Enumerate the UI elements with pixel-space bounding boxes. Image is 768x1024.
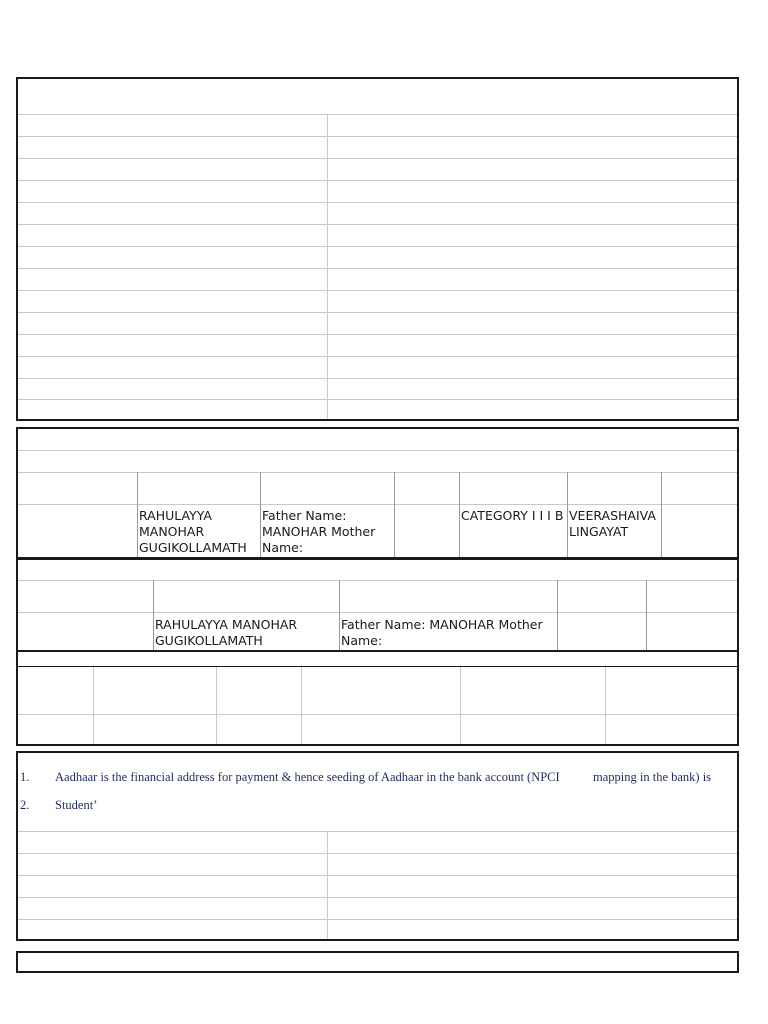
note-1-number: 1. [20, 770, 30, 784]
section-student-table-1 [16, 427, 739, 559]
row-divider [18, 612, 737, 613]
row-divider [18, 853, 737, 854]
note-2-number: 2. [20, 798, 30, 812]
parent-names-cell: Father Name: MANOHAR Mother Name: [341, 617, 543, 648]
row-divider [18, 580, 737, 581]
row-divider [18, 268, 737, 269]
row-divider [18, 666, 737, 667]
note-2-text: Student’ [55, 798, 98, 812]
row-divider [18, 831, 737, 832]
column-divider [661, 472, 662, 557]
row-divider [18, 714, 737, 715]
note-1-tail: mapping in the bank) is [593, 770, 712, 784]
row-divider [18, 202, 737, 203]
column-divider [301, 667, 302, 744]
column-divider [459, 472, 460, 557]
row-divider [18, 158, 737, 159]
caste-cell: VEERASHAIVA LINGAYAT [569, 508, 656, 539]
section-notes [16, 751, 739, 941]
row-divider [18, 136, 737, 137]
row-divider [18, 246, 737, 247]
section-footer-bar [16, 951, 739, 973]
section-grid-table [16, 650, 739, 746]
row-divider [18, 356, 737, 357]
column-divider [137, 472, 138, 557]
column-divider [260, 472, 261, 557]
column-divider [460, 667, 461, 744]
column-divider [153, 580, 154, 650]
column-divider [557, 580, 558, 650]
column-divider [327, 831, 328, 939]
row-divider [18, 114, 737, 115]
column-divider [394, 472, 395, 557]
row-divider [18, 472, 737, 473]
column-divider [605, 667, 606, 744]
student-name-cell: RAHULAYYA MANOHAR GUGIKOLLAMATH [139, 508, 247, 555]
column-divider [339, 580, 340, 650]
column-divider [93, 667, 94, 744]
row-divider [18, 897, 737, 898]
row-divider [18, 334, 737, 335]
row-divider [18, 504, 737, 505]
column-divider [646, 580, 647, 650]
section-top-form [16, 77, 739, 421]
row-divider [18, 399, 737, 400]
row-divider [18, 378, 737, 379]
row-divider [18, 180, 737, 181]
column-divider [327, 114, 328, 419]
category-cell: CATEGORY I I I B [461, 508, 564, 523]
student-name-cell: RAHULAYYA MANOHAR GUGIKOLLAMATH [155, 617, 298, 648]
section-student-table-2 [16, 558, 739, 652]
column-divider [567, 472, 568, 557]
note-1-text: Aadhaar is the financial address for payment & hence seeding of Aadhaar in the bank account (NPCI [55, 770, 560, 784]
row-divider [18, 919, 737, 920]
row-divider [18, 875, 737, 876]
column-divider [216, 667, 217, 744]
row-divider [18, 224, 737, 225]
row-divider [18, 450, 737, 451]
parent-names-cell: Father Name: MANOHAR Mother Name: [262, 508, 376, 555]
row-divider [18, 312, 737, 313]
row-divider [18, 290, 737, 291]
